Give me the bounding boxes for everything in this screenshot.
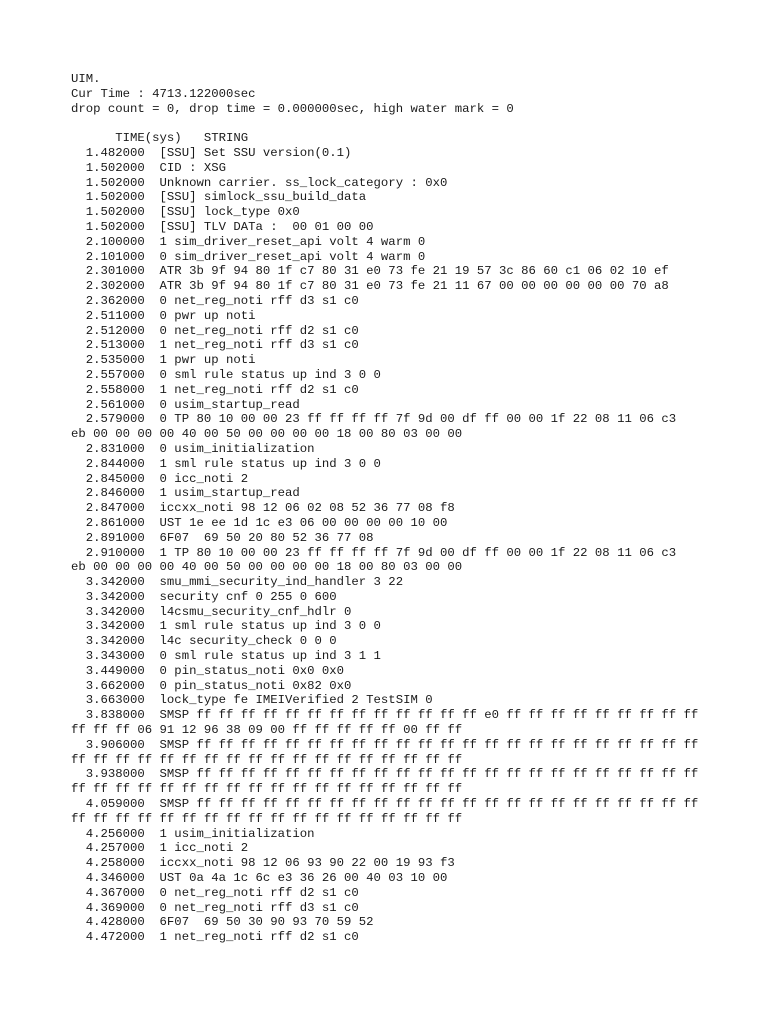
log-row: 4.256000 1 usim_initialization (71, 826, 315, 841)
log-row: ff ff ff ff ff ff ff ff ff ff ff ff ff ff ff ff ff ff (71, 782, 463, 797)
log-row: 3.449000 0 pin_status_noti 0x0 0x0 (71, 663, 345, 678)
column-header: TIME(sys) STRING (71, 131, 249, 146)
log-row: ff ff ff ff ff ff ff ff ff ff ff ff ff ff ff ff ff ff (71, 811, 463, 826)
log-row: 3.662000 0 pin_status_noti 0x82 0x0 (71, 678, 352, 693)
log-rows (71, 146, 698, 945)
log-row: 3.342000 smu_mmi_security_ind_handler 3 22 (71, 575, 404, 590)
log-row: 3.343000 0 sml rule status up ind 3 1 1 (71, 649, 381, 664)
log-document (71, 72, 698, 945)
log-row: 2.558000 1 net_reg_noti rff d2 s1 c0 (71, 382, 359, 397)
log-row: 2.100000 1 sim_driver_reset_api volt 4 warm 0 (71, 234, 426, 249)
log-row: 3.342000 l4c security_check 0 0 0 (71, 634, 337, 649)
drop-info-line: drop count = 0, drop time = 0.000000sec, high water mark = 0 (71, 101, 514, 116)
log-row: 2.557000 0 sml rule status up ind 3 0 0 (71, 367, 381, 382)
log-row: 3.342000 l4csmu_security_cnf_hdlr 0 (71, 604, 352, 619)
log-row: 1.502000 Unknown carrier. ss_lock_category : 0x0 (71, 175, 448, 190)
cur-time-line: Cur Time : 4713.122000sec (71, 86, 256, 101)
log-row: 2.302000 ATR 3b 9f 94 80 1f c7 80 31 e0 73 fe 21 11 67 00 00 00 00 00 00 70 a8 (71, 279, 669, 294)
log-row: 4.428000 6F07 69 50 30 90 93 70 59 52 (71, 915, 374, 930)
log-row: 2.561000 0 usim_startup_read (71, 397, 300, 412)
blank-line (71, 116, 698, 131)
log-row: 3.906000 SMSP ff ff ff ff ff ff ff ff ff ff ff ff ff ff ff ff ff ff ff ff ff ff ff (71, 737, 699, 752)
log-row: ff ff ff ff ff ff ff ff ff ff ff ff ff ff ff ff ff ff (71, 752, 463, 767)
log-row: 2.844000 1 sml rule status up ind 3 0 0 (71, 456, 381, 471)
log-row: 4.257000 1 icc_noti 2 (71, 841, 249, 856)
log-row: 1.502000 [SSU] simlock_ssu_build_data (71, 190, 367, 205)
log-row: 2.301000 ATR 3b 9f 94 80 1f c7 80 31 e0 73 fe 21 19 57 3c 86 60 c1 06 02 10 ef (71, 264, 669, 279)
log-row: 3.938000 SMSP ff ff ff ff ff ff ff ff ff ff ff ff ff ff ff ff ff ff ff ff ff ff ff (71, 767, 699, 782)
log-row: 2.891000 6F07 69 50 20 80 52 36 77 08 (71, 530, 374, 545)
log-row: 3.663000 lock_type fe IMEIVerified 2 TestSIM 0 (71, 693, 433, 708)
log-row: 2.847000 iccxx_noti 98 12 06 02 08 52 36 77 08 f8 (71, 501, 455, 516)
log-row: 3.342000 1 sml rule status up ind 3 0 0 (71, 619, 381, 634)
log-row: 2.535000 1 pwr up noti (71, 353, 256, 368)
log-row: 2.910000 1 TP 80 10 00 00 23 ff ff ff ff 7f 9d 00 df ff 00 00 1f 22 08 11 06 c3 (71, 545, 677, 560)
log-row: 4.258000 iccxx_noti 98 12 06 93 90 22 00 19 93 f3 (71, 856, 455, 871)
log-row: 2.362000 0 net_reg_noti rff d3 s1 c0 (71, 293, 359, 308)
log-row: 2.513000 1 net_reg_noti rff d3 s1 c0 (71, 338, 359, 353)
log-row: 1.502000 CID : XSG (71, 160, 226, 175)
log-row: 3.838000 SMSP ff ff ff ff ff ff ff ff ff ff ff ff ff e0 ff ff ff ff ff ff ff ff ff (71, 708, 699, 723)
log-row: 2.846000 1 usim_startup_read (71, 486, 300, 501)
log-row: 1.502000 [SSU] lock_type 0x0 (71, 205, 300, 220)
log-row: 2.831000 0 usim_initialization (71, 441, 315, 456)
log-row: 3.342000 security cnf 0 255 0 600 (71, 589, 337, 604)
log-row: 4.059000 SMSP ff ff ff ff ff ff ff ff ff ff ff ff ff ff ff ff ff ff ff ff ff ff ff (71, 797, 699, 812)
log-row: 2.579000 0 TP 80 10 00 00 23 ff ff ff ff 7f 9d 00 df ff 00 00 1f 22 08 11 06 c3 (71, 412, 677, 427)
log-row: 2.511000 0 pwr up noti (71, 308, 256, 323)
log-row: 2.101000 0 sim_driver_reset_api volt 4 warm 0 (71, 249, 426, 264)
log-row: 2.512000 0 net_reg_noti rff d2 s1 c0 (71, 323, 359, 338)
log-title: UIM. (71, 72, 101, 86)
log-row: eb 00 00 00 00 40 00 50 00 00 00 00 18 00 80 03 00 00 (71, 560, 463, 575)
log-row: 4.346000 UST 0a 4a 1c 6c e3 36 26 00 40 03 10 00 (71, 871, 448, 886)
log-row: 2.845000 0 icc_noti 2 (71, 471, 249, 486)
log-row: 1.502000 [SSU] TLV DATa : 00 01 00 00 (71, 219, 374, 234)
log-row: eb 00 00 00 00 40 00 50 00 00 00 00 18 00 80 03 00 00 (71, 427, 463, 442)
log-row: 4.472000 1 net_reg_noti rff d2 s1 c0 (71, 930, 359, 945)
log-row: 2.861000 UST 1e ee 1d 1c e3 06 00 00 00 00 10 00 (71, 515, 448, 530)
log-row: 4.369000 0 net_reg_noti rff d3 s1 c0 (71, 900, 359, 915)
log-row: 1.482000 [SSU] Set SSU version(0.1) (71, 145, 352, 160)
log-row: ff ff ff 06 91 12 96 38 09 00 ff ff ff ff ff 00 ff ff (71, 723, 463, 738)
log-row: 4.367000 0 net_reg_noti rff d2 s1 c0 (71, 885, 359, 900)
